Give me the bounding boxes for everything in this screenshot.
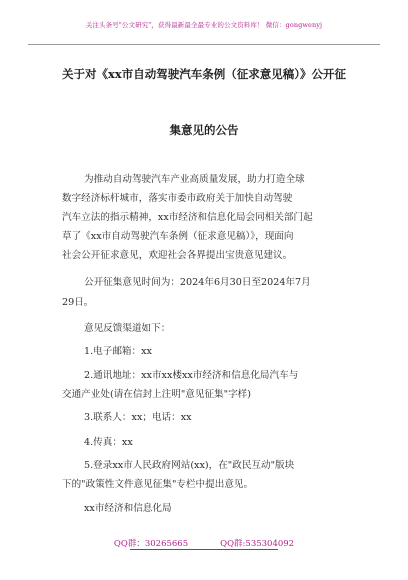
body-line: 29日。 [62,297,94,308]
body-line: 4.传真：xx [84,437,133,448]
body-line: 社会公开征求意见，欢迎社会各界提出宝贵意见建议。 [62,250,293,261]
body-line: xx市经济和信息化局 [84,503,172,514]
footer-contact [0,537,408,549]
body-line: 汽车立法的指示精神，xx市经济和信息化局会同相关部门起 [62,212,313,223]
body-line: 1.电子邮箱：xx [84,346,152,357]
body-line: 意见反馈渠道如下： [84,323,171,334]
body-line: 下的"政策性文件意见征集"专栏中提出意见。 [62,479,254,490]
body-line: 5.登录xx市人民政府网站(xx)，在"政民互动"版块 [84,460,295,471]
body-line: 公开征集意见时间为：2024年6月30日至2024年7月 [84,277,311,288]
footer-qq-group-2: QQ群:535304092 [220,539,295,549]
body-line: 数字经济标杆城市，落实市委市政府关于加快自动驾驶 [62,193,293,204]
document-title-line-1: 关于对《xx市自动驾驶汽车条例（征求意见稿）》公开征 [62,67,346,81]
body-line: 2.通讯地址：xx市xx楼xx市经济和信息化局汽车与 [84,370,299,381]
body-line: 交通产业处(请在信封上注明"意见征集"字样) [62,389,251,400]
document-title-line-2: 集意见的公告 [169,123,239,137]
body-line: 为推动自动驾驶汽车产业高质量发展，助力打造全球 [84,174,305,185]
footer-qq-group-1: QQ群：30265665 [113,539,189,549]
body-line: 草了《xx市自动驾驶汽车条例（征求意见稿）》，现面向 [62,231,294,242]
header-banner: 关注头条号"公文研究"，获得最新最全最专业的公文资料库！ 微信：gongwenyj [85,21,323,29]
header-divider [28,44,380,45]
body-line: 3.联系人：xx；电话：xx [84,412,192,423]
footer-underline [130,549,278,550]
